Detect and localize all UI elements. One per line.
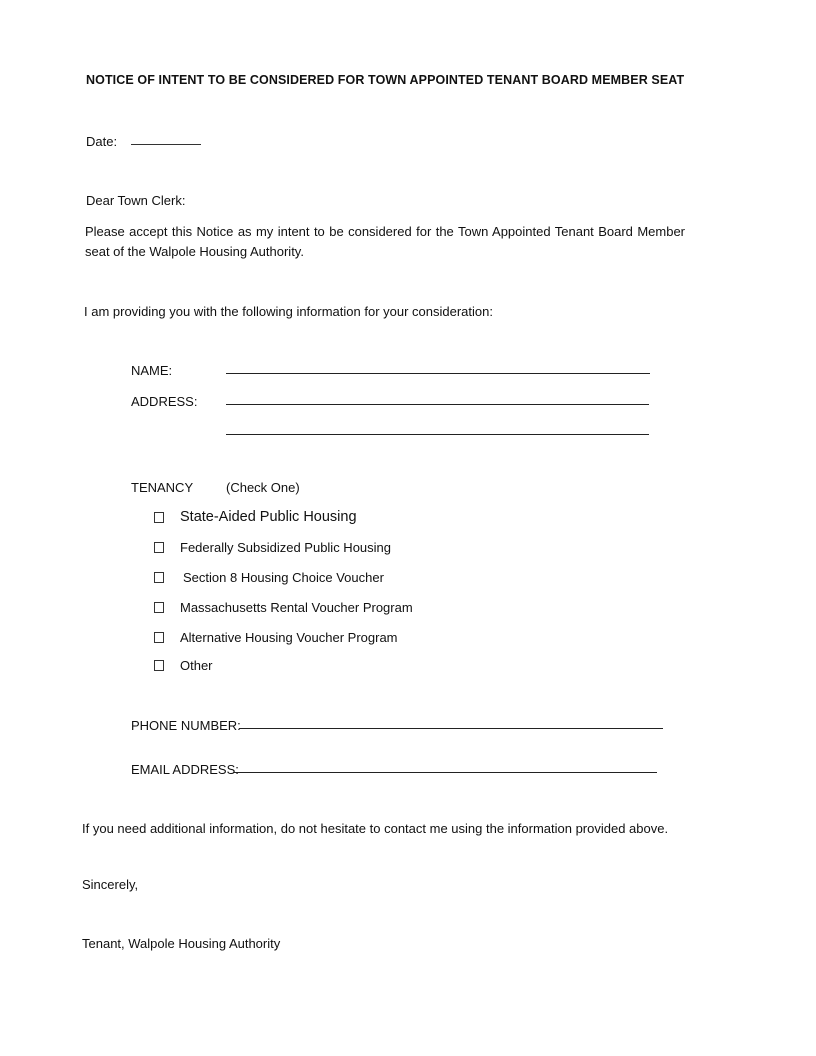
address-field-line-1[interactable] — [226, 404, 649, 405]
checkbox-icon[interactable] — [154, 512, 164, 523]
option-label: Alternative Housing Voucher Program — [180, 630, 398, 645]
checkbox-icon[interactable] — [154, 660, 164, 671]
checkbox-icon[interactable] — [154, 602, 164, 613]
checkbox-icon[interactable] — [154, 632, 164, 643]
tenancy-label: TENANCY — [131, 480, 194, 495]
salutation: Dear Town Clerk: — [86, 193, 186, 208]
address-field-line-2[interactable] — [226, 434, 649, 435]
option-label: Section 8 Housing Choice Voucher — [183, 570, 384, 585]
checkbox-icon[interactable] — [154, 572, 164, 583]
date-label: Date: — [86, 134, 118, 149]
tenancy-option-alternative-housing[interactable] — [154, 630, 398, 645]
tenancy-option-federally-subsidized[interactable] — [154, 540, 391, 555]
tenancy-option-massachusetts-rental[interactable] — [154, 600, 413, 615]
tenancy-option-section-8[interactable] — [154, 570, 384, 585]
phone-label: PHONE NUMBER: — [131, 718, 241, 733]
option-label: State-Aided Public Housing — [180, 509, 357, 525]
name-label: NAME: — [131, 363, 173, 378]
option-label: Federally Subsidized Public Housing — [180, 540, 392, 555]
providing-text: I am providing you with the following information for your consideration: — [84, 304, 493, 319]
check-one-note: (Check One) — [226, 480, 300, 495]
date-field-line[interactable] — [131, 144, 201, 145]
email-field-line[interactable] — [233, 772, 657, 773]
name-field-line[interactable] — [226, 373, 650, 374]
tenancy-option-other[interactable] — [154, 658, 213, 673]
intro-paragraph: Please accept this Notice as my intent to be considered for the Town Appointed Tenant Board Member seat of the Walpole Housing Authority. — [85, 224, 685, 259]
document-title: NOTICE OF INTENT TO BE CONSIDERED FOR TOWN APPOINTED TENANT BOARD MEMBER SEAT — [86, 73, 685, 87]
option-label: Other — [180, 658, 213, 673]
checkbox-icon[interactable] — [154, 542, 164, 553]
phone-field-line[interactable] — [239, 728, 663, 729]
email-label: EMAIL ADDRESS: — [131, 762, 239, 777]
address-label: ADDRESS: — [131, 394, 198, 409]
option-label: Massachusetts Rental Voucher Program — [180, 600, 413, 615]
closing-paragraph: If you need additional information, do not hesitate to contact me using the information provided above. — [82, 821, 669, 836]
tenancy-option-state-aided[interactable] — [154, 509, 357, 525]
sincerely: Sincerely, — [82, 877, 139, 892]
signoff: Tenant, Walpole Housing Authority — [82, 936, 281, 951]
